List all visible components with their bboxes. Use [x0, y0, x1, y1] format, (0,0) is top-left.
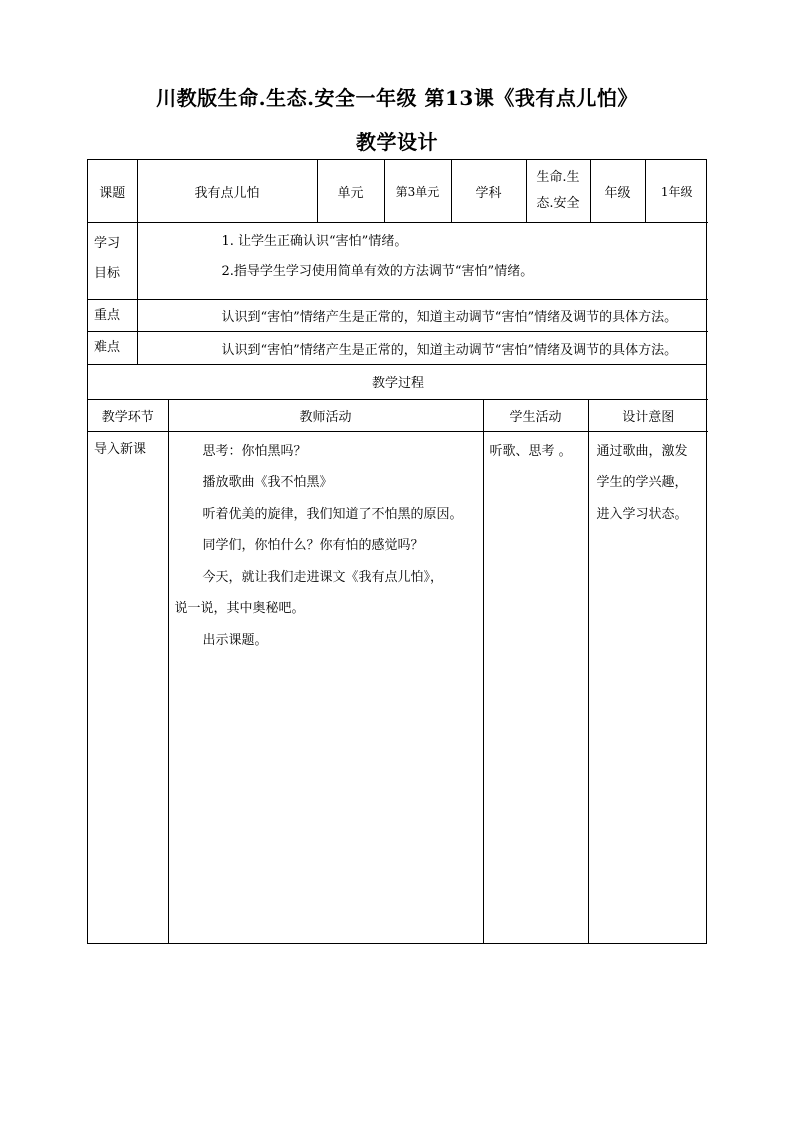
subject-value-line1: 生命.生	[536, 170, 580, 186]
goals-list	[137, 223, 708, 300]
teacher-line: 出示课题。	[202, 632, 268, 648]
design-intent	[588, 431, 708, 943]
teacher-activity	[168, 431, 483, 943]
goal-item: 1. 让学生正确认识“害怕”情绪。	[221, 234, 408, 250]
teacher-line: 今天，就让我们走进课文《我有点儿怕》，	[202, 569, 444, 585]
process-heading: 教学过程	[88, 365, 708, 399]
goals-label-line2: 目标	[94, 266, 121, 282]
teacher-line: 播放歌曲《我不怕黑》	[202, 475, 333, 490]
grade-label: 年级	[590, 160, 645, 223]
unit-value: 第3单元	[384, 160, 451, 223]
grade-value: 1年级	[645, 160, 708, 223]
teacher-line: 听着优美的旋律，我们知道了不怕黑的原因。	[202, 506, 463, 522]
goal-item: 2.指导学生学习使用简单有效的方法调节“害怕”情绪。	[221, 264, 534, 280]
goals-label-line1: 学习	[94, 236, 121, 252]
subject-label: 学科	[451, 160, 526, 223]
student-activity: 听歌、思考 。	[483, 431, 588, 943]
document-title: 川教版生命.生态.安全一年级 第13课《我有点儿怕》	[156, 86, 638, 110]
intent-line: 进入学习状态。	[596, 506, 688, 522]
column-header-student: 学生活动	[483, 399, 588, 431]
key-point-value: 认识到“害怕”情绪产生是正常的，知道主动调节“害怕”情绪及调节的具体方法。	[137, 299, 708, 331]
column-header-stage: 教学环节	[88, 399, 168, 431]
lesson-info-table	[87, 159, 707, 365]
difficulty-value: 认识到“害怕”情绪产生是正常的，知道主动调节“害怕”情绪及调节的具体方法。	[137, 332, 708, 364]
teaching-process-table	[87, 364, 707, 944]
subject-value	[526, 160, 590, 223]
column-header-teacher: 教师活动	[168, 399, 483, 431]
topic-label: 课题	[88, 160, 137, 223]
column-header-intent: 设计意图	[588, 399, 708, 431]
teacher-line: 同学们，你怕什么？你有怕的感觉吗？	[202, 538, 424, 553]
key-point-label: 重点	[88, 299, 137, 331]
intent-line: 学生的学兴趣，	[596, 475, 688, 490]
difficulty-label: 难点	[88, 332, 137, 364]
teacher-line: 说一说，其中奥秘吧。	[174, 601, 305, 616]
topic-value: 我有点儿怕	[137, 160, 317, 223]
goals-label	[88, 223, 137, 300]
document-subtitle: 教学设计	[356, 130, 438, 154]
intent-line: 通过歌曲，激发	[596, 443, 688, 459]
stage-cell: 导入新课	[88, 431, 168, 943]
subject-value-line2: 态.安全	[536, 196, 580, 212]
unit-label: 单元	[317, 160, 384, 223]
teacher-line: 思考：你怕黑吗？	[202, 443, 307, 459]
